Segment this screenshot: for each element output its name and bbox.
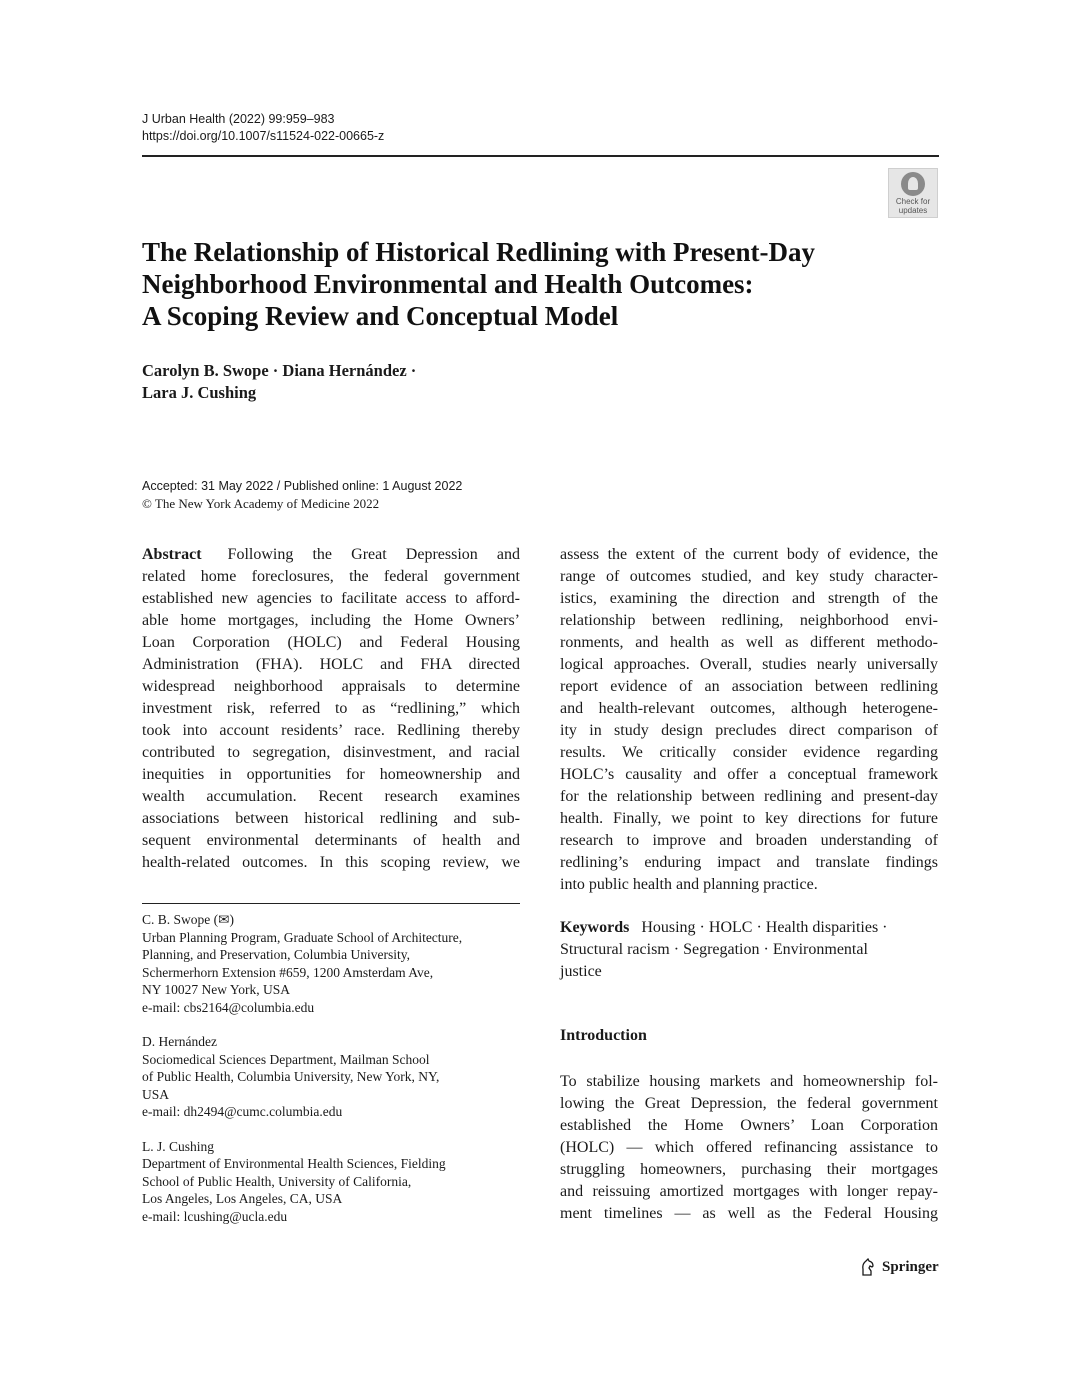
publication-dates: [142, 478, 462, 512]
abstract-line: widespread neighborhood appraisals to determine: [142, 678, 520, 695]
abstract-heading: Abstract: [142, 546, 202, 563]
introduction-line: ment timelines — as well as the Federal Housing: [560, 1205, 938, 1222]
introduction-line: (HOLC) — which offered refinancing assistance to: [560, 1139, 938, 1156]
keywords-line: justice: [560, 963, 602, 980]
abstract-line: for the relationship between redlining and present-day: [560, 788, 938, 805]
keywords: [560, 917, 938, 983]
publisher-name: Springer: [882, 1258, 939, 1275]
affiliation-line: USA: [142, 1086, 170, 1102]
doi-link[interactable]: https://doi.org/10.1007/s11524-022-00665-z: [142, 129, 385, 143]
author-line: Lara J. Cushing: [142, 383, 257, 402]
springer-horse-icon: [860, 1258, 876, 1276]
affiliation-line: Planning, and Preservation, Columbia University,: [142, 947, 410, 962]
affiliation-rule: [142, 903, 520, 904]
abstract-line: istics, examining the direction and strength of the: [560, 590, 938, 607]
affiliations: [142, 911, 520, 1242]
abstract-line: results. We critically consider evidence regarding: [560, 744, 938, 761]
introduction-line: lowing the Great Depression, the federal government: [560, 1095, 938, 1112]
introduction-line: established the Home Owners’ Loan Corporation: [560, 1117, 938, 1134]
abstract-line: and health-relevant outcomes, although heterogene-: [560, 700, 938, 717]
check-for-updates-badge[interactable]: [888, 168, 938, 218]
affiliation-author: L. J. Cushing: [142, 1138, 215, 1154]
keywords-heading: Keywords: [560, 919, 630, 936]
affiliation-email[interactable]: e-mail: lcushing@ucla.edu: [142, 1208, 288, 1224]
affiliation-author: C. B. Swope (✉): [142, 912, 234, 927]
affiliation-line: Los Angeles, Los Angeles, CA, USA: [142, 1191, 343, 1206]
abstract-line: health-related outcomes. In this scoping review, we: [142, 854, 520, 871]
abstract-line: ronments, and health as well as different methodo-: [560, 634, 938, 651]
abstract-line: relationship between redlining, neighborhood envi-: [560, 612, 938, 629]
affiliation-author: D. Hernández: [142, 1034, 217, 1049]
abstract-line: HOLC’s causality and offer a conceptual framework: [560, 766, 938, 783]
abstract-line: wealth accumulation. Recent research examines: [142, 788, 520, 805]
affiliation-line: Sociomedical Sciences Department, Mailman School: [142, 1051, 430, 1067]
publisher-logo: [860, 1258, 939, 1276]
keywords-line: Housing · HOLC · Health disparities ·: [641, 919, 888, 936]
abstract-line: established new agencies to facilitate access to afford-: [142, 590, 520, 607]
abstract-line: logical approaches. Overall, studies nearly universally: [560, 656, 938, 673]
abstract-line: able home mortgages, including the Home Owners’: [142, 612, 520, 629]
journal-header: [142, 111, 384, 145]
abstract-line: report evidence of an association between redlining: [560, 678, 938, 695]
bookmark-icon: [901, 172, 925, 196]
affiliation-line: NY 10027 New York, USA: [142, 982, 291, 997]
affiliation-line: Urban Planning Program, Graduate School of Architecture,: [142, 929, 463, 945]
journal-citation: J Urban Health (2022) 99:959–983: [142, 112, 335, 126]
article-title: [142, 236, 922, 332]
affiliation-block: [142, 1033, 520, 1121]
abstract-line: ity in study design precludes direct comparison of: [560, 722, 938, 739]
introduction-heading: Introduction: [560, 1027, 647, 1044]
introduction-line: struggling homeowners, purchasing their mortgages: [560, 1161, 938, 1178]
author-line: Carolyn B. Swope · Diana Hernández ·: [142, 361, 417, 380]
title-line: The Relationship of Historical Redlining with Present-Day: [142, 237, 816, 267]
abstract-left-column: [142, 544, 520, 874]
affiliation-line: School of Public Health, University of California,: [142, 1173, 412, 1189]
abstract-line: investment risk, referred to as “redlining,” which: [142, 700, 520, 717]
copyright: © The New York Academy of Medicine 2022: [142, 496, 380, 511]
abstract-line: related home foreclosures, the federal government: [142, 568, 520, 585]
abstract-line: into public health and planning practice.: [560, 876, 818, 893]
abstract-right-column: [560, 544, 938, 896]
abstract-line: sequent environmental determinants of health and: [142, 832, 520, 849]
introduction-line: and reissuing amortized mortgages with longer repay-: [560, 1183, 938, 1200]
introduction-line: To stabilize housing markets and homeownership fol-: [560, 1073, 938, 1090]
abstract-line: Loan Corporation (HOLC) and Federal Housing: [142, 634, 520, 651]
affiliation-block: [142, 911, 520, 1016]
abstract-line: contributed to segregation, disinvestment, and racial: [142, 744, 520, 761]
introduction-text: [560, 1071, 938, 1225]
affiliation-line: Department of Environmental Health Sciences, Fielding: [142, 1156, 446, 1171]
abstract-line: research to improve and broaden understanding of: [560, 832, 938, 849]
abstract-line: took into account residents’ race. Redlining thereby: [142, 722, 520, 739]
abstract-line: health. Finally, we point to key directions for future: [560, 810, 938, 827]
affiliation-line: of Public Health, Columbia University, New York, NY,: [142, 1069, 440, 1084]
abstract-line-text: Following the Great Depression and: [227, 546, 520, 563]
title-line: A Scoping Review and Conceptual Model: [142, 301, 619, 331]
abstract-line: inequities in opportunities for homeownership and: [142, 766, 520, 783]
check-updates-label: Check for updates: [895, 197, 931, 215]
title-line: Neighborhood Environmental and Health Outcomes:: [142, 269, 754, 299]
keywords-line: Structural racism · Segregation · Environmental: [560, 941, 868, 958]
abstract-line: associations between historical redlining and sub-: [142, 810, 520, 827]
abstract-line: assess the extent of the current body of evidence, the: [560, 546, 938, 563]
affiliation-block: [142, 1138, 520, 1226]
author-list: [142, 360, 642, 404]
header-rule: [142, 155, 939, 157]
affiliation-email[interactable]: e-mail: cbs2164@columbia.edu: [142, 999, 315, 1015]
abstract-line: redlining’s enduring impact and translate findings: [560, 854, 938, 871]
abstract-line: [142, 544, 520, 566]
accepted-published: Accepted: 31 May 2022 / Published online: 1 August 2022: [142, 479, 463, 493]
abstract-line: Administration (FHA). HOLC and FHA directed: [142, 656, 520, 673]
affiliation-line: Schermerhorn Extension #659, 1200 Amsterdam Ave,: [142, 964, 434, 980]
abstract-line: range of outcomes studied, and key study character-: [560, 568, 938, 585]
affiliation-email[interactable]: e-mail: dh2494@cumc.columbia.edu: [142, 1104, 343, 1119]
